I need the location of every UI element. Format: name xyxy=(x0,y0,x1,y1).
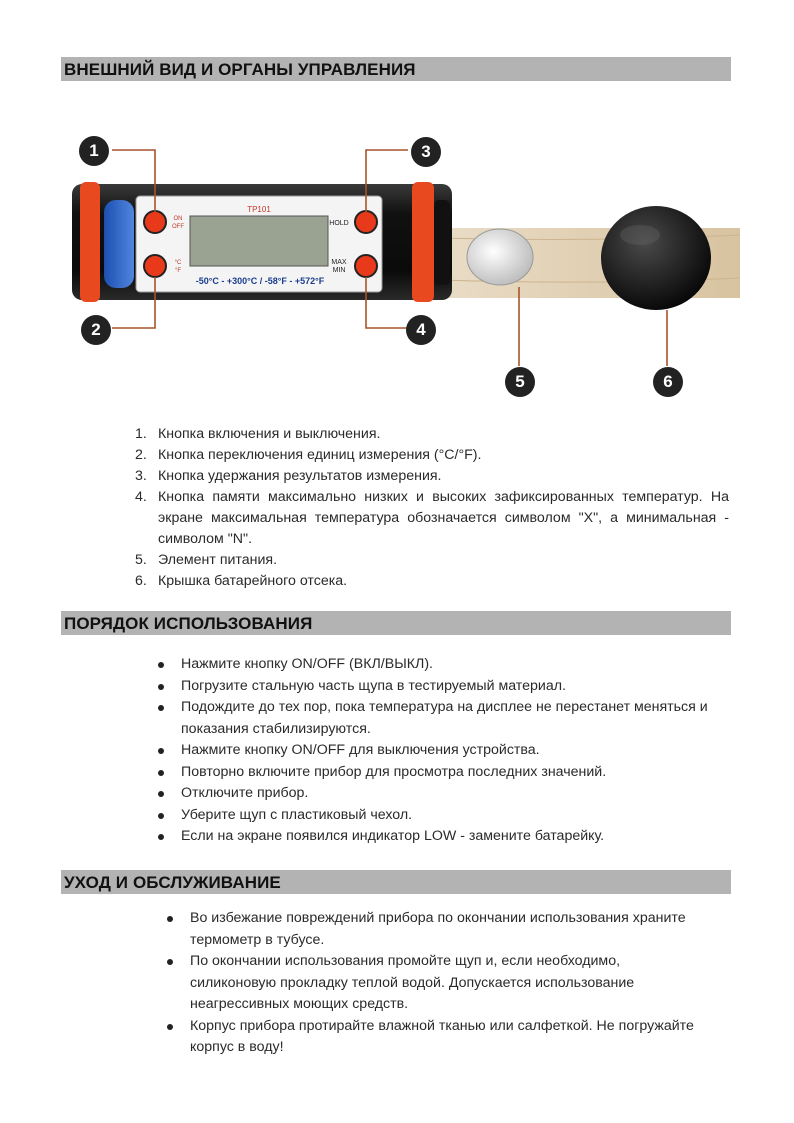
list-item: Подождите до тех пор, пока температура на дисплее не перестанет меняться и показания стабилизируются. xyxy=(156,697,716,740)
section-title-usage: ПОРЯДОК ИСПОЛЬЗОВАНИЯ xyxy=(61,611,731,635)
care-list xyxy=(165,908,705,1059)
lcd-display xyxy=(190,216,328,266)
list-item: 2. Кнопка переключения единиц измерения (°С/°F). xyxy=(135,447,482,463)
list-item: По окончании использования промойте щуп и, если необходимо, силиконовую прокладку теплой водой. Допускается использование неагрессивных моющих средств. xyxy=(165,951,705,1016)
callout-3: 3 xyxy=(411,137,441,167)
device-figure xyxy=(0,120,794,410)
blue-trim xyxy=(104,200,134,288)
unit-switch-button[interactable] xyxy=(144,255,166,277)
min-label: MIN xyxy=(332,267,346,274)
model-label: TP101 xyxy=(247,205,271,214)
section-title-appearance: ВНЕШНИЙ ВИД И ОРГАНЫ УПРАВЛЕНИЯ xyxy=(61,57,731,81)
max-label: MAX xyxy=(331,259,347,266)
on-off-button[interactable] xyxy=(144,211,166,233)
off-label: OFF xyxy=(172,224,184,230)
list-item: Повторно включите прибор для просмотра последних значений. xyxy=(156,762,716,784)
features-list xyxy=(133,424,729,592)
battery-element xyxy=(467,229,533,285)
range-label: -50°C - +300°C / -58°F - +572°F xyxy=(195,276,325,286)
list-item: Нажмите кнопку ON/OFF (ВКЛ/ВЫКЛ). xyxy=(156,654,716,676)
max-min-button[interactable] xyxy=(355,255,377,277)
callout-5: 5 xyxy=(505,367,535,397)
celsius-label: °C xyxy=(174,260,182,266)
device-illustration xyxy=(0,120,794,410)
orange-ring-right xyxy=(412,182,434,302)
list-item: 4. Кнопка памяти максимально низких и высоких зафиксированных температур. На экране максимальная температура обозначается символом "X", а минимальная - символом "N". xyxy=(135,489,729,547)
list-item: Если на экране появился индикатор LOW - замените батарейку. xyxy=(156,826,716,848)
list-item: 6. Крышка батарейного отсека. xyxy=(135,573,348,589)
callout-2: 2 xyxy=(81,315,111,345)
usage-list xyxy=(156,654,716,848)
orange-ring-left xyxy=(80,182,100,302)
list-item: 3. Кнопка удержания результатов измерения. xyxy=(135,468,442,484)
list-item: Уберите щуп с пластиковый чехол. xyxy=(156,805,716,827)
list-item: Корпус прибора протирайте влажной тканью или салфеткой. Не погружайте корпус в воду! xyxy=(165,1016,705,1059)
section-title-care: УХОД И ОБСЛУЖИВАНИЕ xyxy=(61,870,731,894)
list-item: Отключите прибор. xyxy=(156,783,716,805)
list-item: Во избежание повреждений прибора по окончании использования храните термометр в тубусе. xyxy=(165,908,705,951)
list-item: Нажмите кнопку ON/OFF для выключения устройства. xyxy=(156,740,716,762)
list-item: 1. Кнопка включения и выключения. xyxy=(135,426,381,442)
callout-4: 4 xyxy=(406,315,436,345)
battery-cover xyxy=(601,206,711,310)
on-label: ON xyxy=(173,216,183,222)
list-item: Погрузите стальную часть щупа в тестируемый материал. xyxy=(156,676,716,698)
fahrenheit-label: °F xyxy=(174,268,182,274)
hold-button[interactable] xyxy=(355,211,377,233)
callout-1: 1 xyxy=(79,136,109,166)
list-item: 5. Элемент питания. xyxy=(135,552,278,568)
hold-label: HOLD xyxy=(329,220,349,227)
callout-6: 6 xyxy=(653,367,683,397)
